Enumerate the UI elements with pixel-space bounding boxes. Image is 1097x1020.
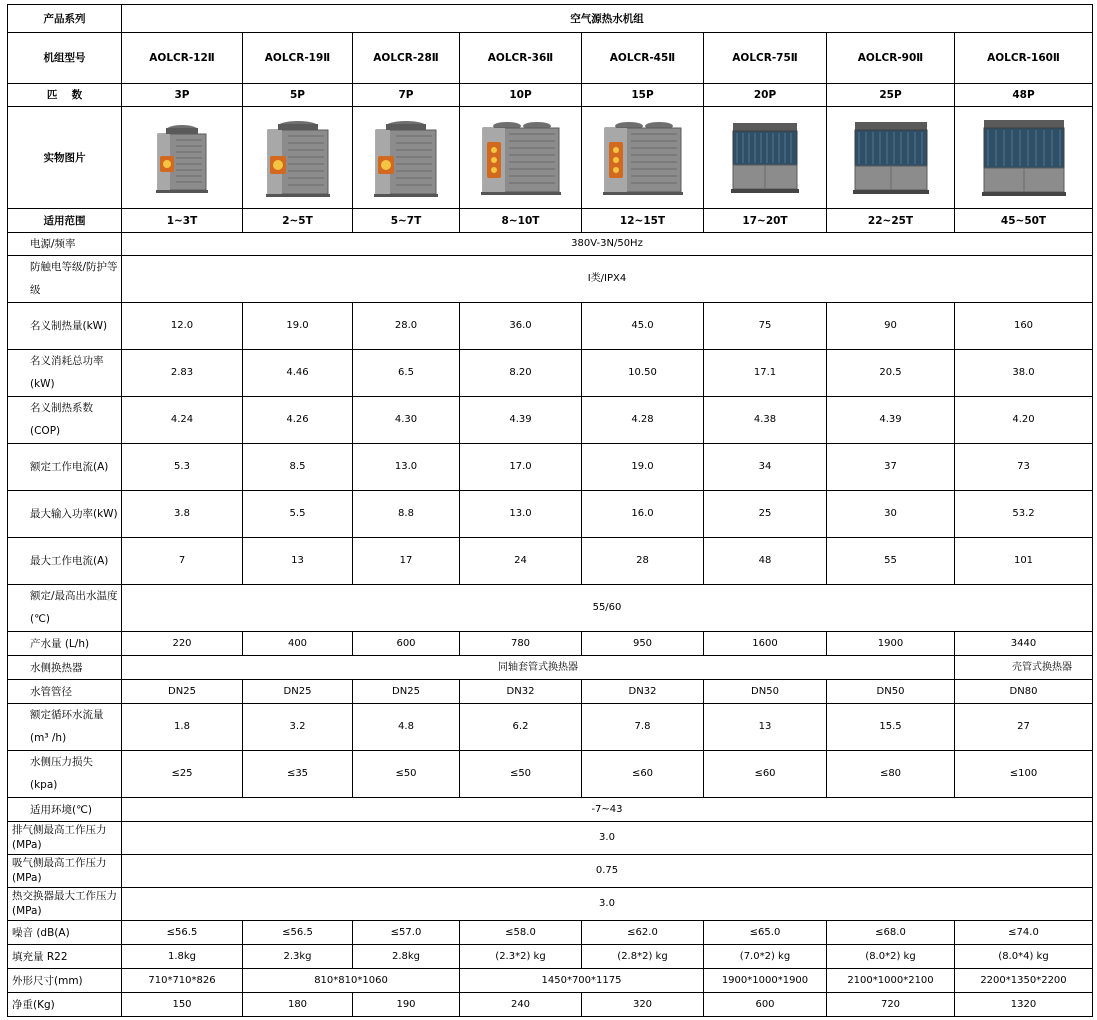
model-cell: AOLCR-28Ⅱ (353, 33, 460, 84)
row-pressure-loss (8, 751, 1093, 798)
spec-table (7, 4, 1093, 1017)
row-consumption (8, 350, 1093, 397)
value-cell: 13 (243, 538, 353, 585)
row-weight (8, 993, 1093, 1017)
value-cell: ≤60 (704, 751, 827, 798)
value-cell: 27 (955, 704, 1093, 751)
row-flow (8, 704, 1093, 751)
discharge-value: 3.0 (122, 822, 1093, 855)
row-hp (8, 84, 1093, 107)
value-cell: 180 (243, 993, 353, 1017)
heat-pump-unit-image (978, 116, 1070, 200)
value-cell: 400 (243, 632, 353, 656)
value-cell: 2.83 (122, 350, 243, 397)
flow-label: 额定循环水流量 (m³ /h) (8, 704, 122, 751)
value-cell: 16.0 (582, 491, 704, 538)
value-cell: ≤50 (353, 751, 460, 798)
value-cell: 12.0 (122, 303, 243, 350)
discharge-label: 排气侧最高工作压力 (MPa) (8, 822, 122, 855)
unit-photo (460, 107, 582, 209)
value-cell: 17.0 (460, 444, 582, 491)
row-range (8, 209, 1093, 233)
value-cell: 8.8 (353, 491, 460, 538)
ambient-label: 适用环境(℃) (8, 798, 122, 822)
value-cell: 17 (353, 538, 460, 585)
range-cell: 8~10T (460, 209, 582, 233)
value-cell: 3.2 (243, 704, 353, 751)
heat-pump-unit-image (264, 118, 332, 198)
heat-pump-unit-image (601, 118, 685, 198)
value-cell: DN32 (582, 680, 704, 704)
value-cell: 28 (582, 538, 704, 585)
range-cell: 1~3T (122, 209, 243, 233)
value-cell: 7 (122, 538, 243, 585)
row-exchanger (8, 656, 1093, 680)
heat-label: 名义制热量(kW) (8, 303, 122, 350)
water-output-label: 产水量 (L/h) (8, 632, 122, 656)
value-cell: 600 (704, 993, 827, 1017)
value-cell: 1900*1000*1900 (704, 969, 827, 993)
value-cell: 90 (827, 303, 955, 350)
hp-cell: 7P (353, 84, 460, 107)
value-cell: 4.46 (243, 350, 353, 397)
value-cell: 1.8kg (122, 945, 243, 969)
value-cell: 190 (353, 993, 460, 1017)
model-cell: AOLCR-90Ⅱ (827, 33, 955, 84)
heat-pump-unit-image (849, 118, 933, 198)
row-cop (8, 397, 1093, 444)
value-cell: 13.0 (353, 444, 460, 491)
heat-pump-unit-image (479, 118, 563, 198)
value-cell: 20.5 (827, 350, 955, 397)
value-cell: 4.20 (955, 397, 1093, 444)
value-cell: 53.2 (955, 491, 1093, 538)
value-cell: 19.0 (582, 444, 704, 491)
hp-cell: 15P (582, 84, 704, 107)
value-cell: 3.8 (122, 491, 243, 538)
hp-cell: 3P (122, 84, 243, 107)
value-cell: 5.3 (122, 444, 243, 491)
unit-photo (704, 107, 827, 209)
value-cell: 8.20 (460, 350, 582, 397)
range-cell: 5~7T (353, 209, 460, 233)
hx-pressure-label: 热交换器最大工作压力 (MPa) (8, 888, 122, 921)
hp-cell: 48P (955, 84, 1093, 107)
protection-value: Ⅰ类/IPX4 (122, 256, 1093, 303)
row-water-temp (8, 585, 1093, 632)
value-cell: ≤100 (955, 751, 1093, 798)
value-cell: DN32 (460, 680, 582, 704)
hp-cell: 10P (460, 84, 582, 107)
value-cell: 55 (827, 538, 955, 585)
value-cell: (8.0*2) kg (827, 945, 955, 969)
value-cell: 4.8 (353, 704, 460, 751)
range-cell: 2~5T (243, 209, 353, 233)
current-label: 额定工作电流(A) (8, 444, 122, 491)
value-cell: 1.8 (122, 704, 243, 751)
row-models (8, 33, 1093, 84)
row-power (8, 233, 1093, 256)
value-cell: (7.0*2) kg (704, 945, 827, 969)
ambient-value: -7~43 (122, 798, 1093, 822)
max-current-label: 最大工作电流(A) (8, 538, 122, 585)
value-cell: 45.0 (582, 303, 704, 350)
value-cell: (8.0*4) kg (955, 945, 1093, 969)
value-cell: DN80 (955, 680, 1093, 704)
series-value: 空气源热水机组 (122, 5, 1093, 33)
value-cell: (2.3*2) kg (460, 945, 582, 969)
model-cell: AOLCR-160Ⅱ (955, 33, 1093, 84)
value-cell: 4.38 (704, 397, 827, 444)
range-label: 适用范围 (8, 209, 122, 233)
hp-cell: 20P (704, 84, 827, 107)
heat-pump-unit-image (372, 118, 440, 198)
value-cell: 36.0 (460, 303, 582, 350)
power-value: 380V-3N/50Hz (122, 233, 1093, 256)
suction-label: 吸气侧最高工作压力 (MPa) (8, 855, 122, 888)
model-label: 机组型号 (8, 33, 122, 84)
value-cell: 600 (353, 632, 460, 656)
unit-photo (827, 107, 955, 209)
value-cell: 34 (704, 444, 827, 491)
photo-label: 实物图片 (8, 107, 122, 209)
value-cell: 4.28 (582, 397, 704, 444)
model-cell: AOLCR-45Ⅱ (582, 33, 704, 84)
value-cell: 720 (827, 993, 955, 1017)
range-cell: 22~25T (827, 209, 955, 233)
value-cell: 17.1 (704, 350, 827, 397)
pressure-loss-label: 水侧压力损失(kpa) (8, 751, 122, 798)
row-refrigerant (8, 945, 1093, 969)
noise-label: 噪音 (dB(A) (8, 921, 122, 945)
value-cell: ≤74.0 (955, 921, 1093, 945)
value-cell: 38.0 (955, 350, 1093, 397)
max-power-label: 最大输入功率(kW) (8, 491, 122, 538)
hx-pressure-value: 3.0 (122, 888, 1093, 921)
value-cell: 950 (582, 632, 704, 656)
value-cell: DN25 (122, 680, 243, 704)
value-cell: 6.5 (353, 350, 460, 397)
value-cell: 37 (827, 444, 955, 491)
value-cell: DN50 (704, 680, 827, 704)
value-cell: 13 (704, 704, 827, 751)
value-cell: 710*710*826 (122, 969, 243, 993)
value-cell: 7.8 (582, 704, 704, 751)
value-cell: ≤62.0 (582, 921, 704, 945)
row-max-current (8, 538, 1093, 585)
value-cell: 2200*1350*2200 (955, 969, 1093, 993)
value-cell: ≤56.5 (122, 921, 243, 945)
value-cell: ≤50 (460, 751, 582, 798)
power-label: 电源/频率 (8, 233, 122, 256)
value-cell: ≤68.0 (827, 921, 955, 945)
value-cell: ≤58.0 (460, 921, 582, 945)
unit-photo (353, 107, 460, 209)
value-cell: 15.5 (827, 704, 955, 751)
range-cell: 12~15T (582, 209, 704, 233)
unit-photo (243, 107, 353, 209)
model-cell: AOLCR-19Ⅱ (243, 33, 353, 84)
consumption-label: 名义消耗总功率(kW) (8, 350, 122, 397)
value-cell: 240 (460, 993, 582, 1017)
value-cell: 75 (704, 303, 827, 350)
suction-value: 0.75 (122, 855, 1093, 888)
row-water-output (8, 632, 1093, 656)
row-ambient (8, 798, 1093, 822)
value-cell: 1450*700*1175 (460, 969, 704, 993)
refrigerant-label: 填充量 R22 (8, 945, 122, 969)
water-temp-value: 55/60 (122, 585, 1093, 632)
value-cell: 3440 (955, 632, 1093, 656)
row-max-power (8, 491, 1093, 538)
row-dimensions (8, 969, 1093, 993)
model-cell: AOLCR-36Ⅱ (460, 33, 582, 84)
row-protection (8, 256, 1093, 303)
value-cell: ≤56.5 (243, 921, 353, 945)
model-cell: AOLCR-12Ⅱ (122, 33, 243, 84)
hp-cell: 25P (827, 84, 955, 107)
value-cell: DN50 (827, 680, 955, 704)
value-cell: ≤57.0 (353, 921, 460, 945)
value-cell: (2.8*2) kg (582, 945, 704, 969)
value-cell: 1900 (827, 632, 955, 656)
value-cell: 160 (955, 303, 1093, 350)
value-cell: 28.0 (353, 303, 460, 350)
range-cell: 45~50T (955, 209, 1093, 233)
value-cell: 4.39 (460, 397, 582, 444)
value-cell: 5.5 (243, 491, 353, 538)
heat-pump-unit-image (727, 119, 803, 197)
value-cell: 320 (582, 993, 704, 1017)
value-cell: DN25 (353, 680, 460, 704)
hp-label: 匹 数 (8, 84, 122, 107)
row-series (8, 5, 1093, 33)
value-cell: 19.0 (243, 303, 353, 350)
protection-label: 防触电等级/防护等级 (8, 256, 122, 303)
heat-pump-unit-image (154, 122, 210, 194)
series-label: 产品系列 (8, 5, 122, 33)
value-cell: 30 (827, 491, 955, 538)
value-cell: 220 (122, 632, 243, 656)
value-cell: 8.5 (243, 444, 353, 491)
value-cell: 1600 (704, 632, 827, 656)
value-cell: 6.2 (460, 704, 582, 751)
value-cell: 810*810*1060 (243, 969, 460, 993)
value-cell: ≤80 (827, 751, 955, 798)
exchanger-value-coaxial: 同轴套管式换热器 (122, 656, 955, 680)
value-cell: ≤25 (122, 751, 243, 798)
value-cell: ≤35 (243, 751, 353, 798)
value-cell: 73 (955, 444, 1093, 491)
exchanger-label: 水侧换热器 (8, 656, 122, 680)
value-cell: 780 (460, 632, 582, 656)
row-photos (8, 107, 1093, 209)
row-current (8, 444, 1093, 491)
value-cell: DN25 (243, 680, 353, 704)
weight-label: 净重(Kg) (8, 993, 122, 1017)
row-heat (8, 303, 1093, 350)
value-cell: ≤65.0 (704, 921, 827, 945)
unit-photo (122, 107, 243, 209)
range-cell: 17~20T (704, 209, 827, 233)
row-suction (8, 855, 1093, 888)
value-cell: 2.8kg (353, 945, 460, 969)
row-pipe (8, 680, 1093, 704)
value-cell: 1320 (955, 993, 1093, 1017)
unit-photo (955, 107, 1093, 209)
value-cell: 4.39 (827, 397, 955, 444)
value-cell: 2100*1000*2100 (827, 969, 955, 993)
row-noise (8, 921, 1093, 945)
value-cell: ≤60 (582, 751, 704, 798)
value-cell: 25 (704, 491, 827, 538)
pipe-label: 水管管径 (8, 680, 122, 704)
value-cell: 2.3kg (243, 945, 353, 969)
value-cell: 101 (955, 538, 1093, 585)
row-discharge (8, 822, 1093, 855)
value-cell: 4.26 (243, 397, 353, 444)
row-hx-pressure (8, 888, 1093, 921)
value-cell: 4.24 (122, 397, 243, 444)
value-cell: 10.50 (582, 350, 704, 397)
value-cell: 24 (460, 538, 582, 585)
value-cell: 150 (122, 993, 243, 1017)
unit-photo (582, 107, 704, 209)
value-cell: 13.0 (460, 491, 582, 538)
value-cell: 48 (704, 538, 827, 585)
hp-cell: 5P (243, 84, 353, 107)
model-cell: AOLCR-75Ⅱ (704, 33, 827, 84)
water-temp-label: 额定/最高出水温度(℃) (8, 585, 122, 632)
dimensions-label: 外形尺寸(mm) (8, 969, 122, 993)
cop-label: 名义制热系数(COP) (8, 397, 122, 444)
exchanger-value-shell: 壳管式换热器 (955, 656, 1093, 680)
value-cell: 4.30 (353, 397, 460, 444)
